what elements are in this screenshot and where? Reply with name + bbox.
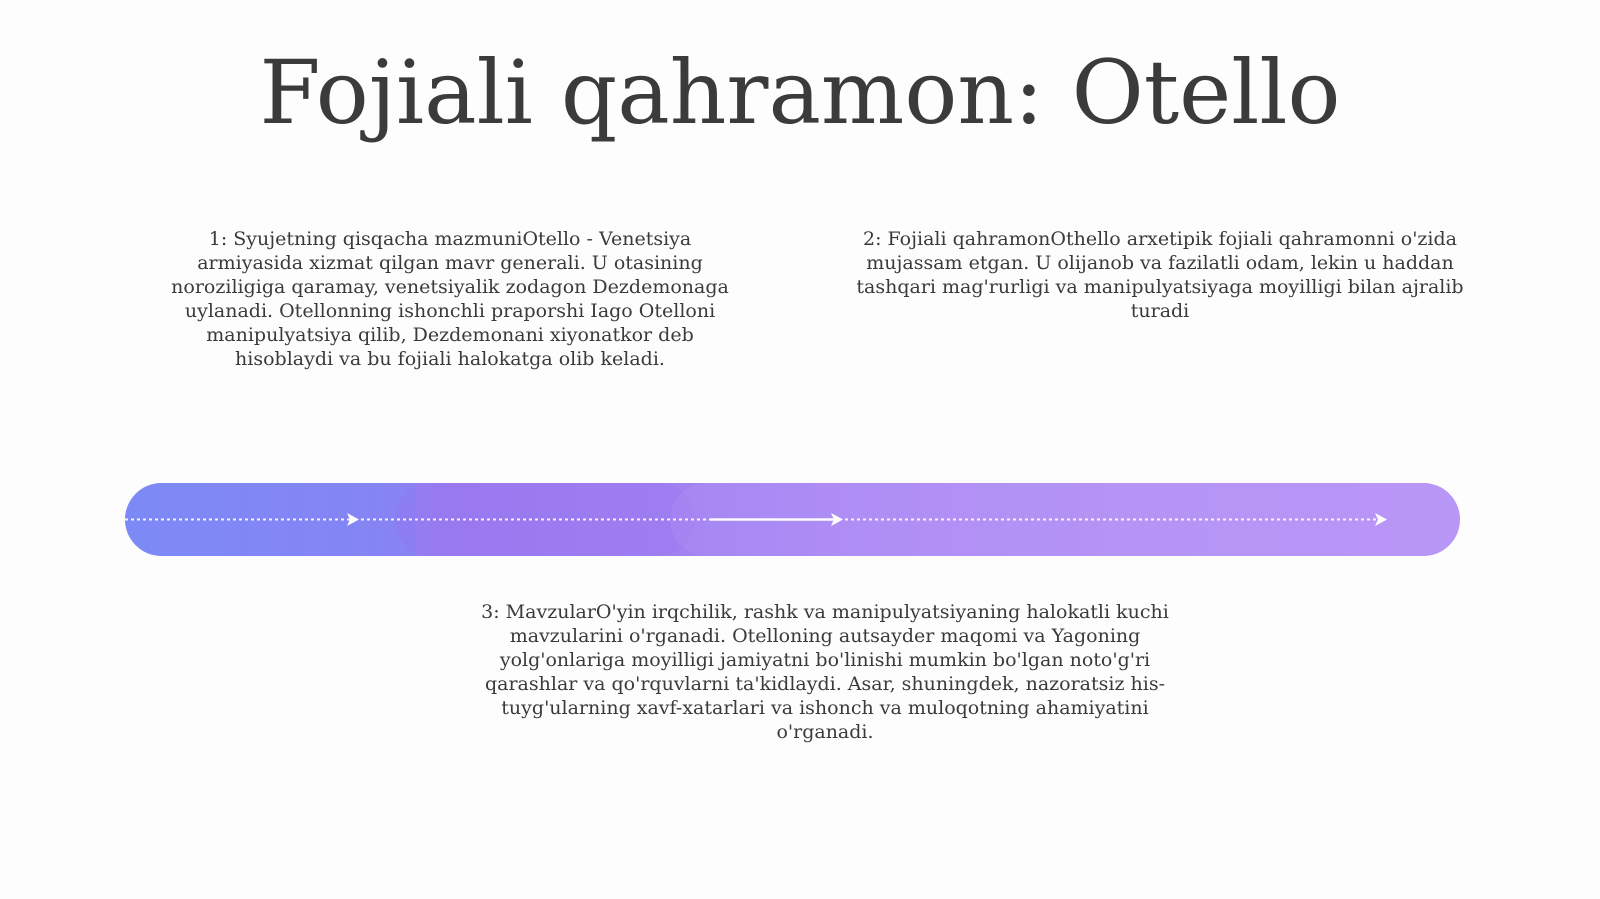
timeline-arrows [125, 483, 1460, 556]
timeline-item-1-text: 1: Syujetning qisqacha mazmuniOtello - Venetsiya armiyasida xizmat qilgan mavr generali. U otasining noroziligiga qaramay, venetsiyalik zodagon Dezdemonaga uylanadi. Otellonning ishonchli praporshi Iago Otelloni manipulyatsiya qilib, Dezdemonani xiyonatkor deb hisoblaydi va bu fojiali halokatga olib keladi. [171, 228, 729, 370]
slide-title: Fojiali qahramon: Otello [259, 41, 1341, 144]
timeline-bar [125, 483, 1460, 556]
timeline-item-3-text: 3: MavzularO'yin irqchilik, rashk va manipulyatsiyaning halokatli kuchi mavzularini o'rganadi. Otelloning autsayder maqomi va Yagoning yolg'onlariga moyilligi jamiyatni bo'linishi mumkin bo'lgan noto'g'ri qarashlar va qo'rquvlarni ta'kidlaydi. Asar, shuningdek, nazoratsiz his-tuyg'ularning xavf-xatarlari va ishonch va muloqotning ahamiyatini o'rganadi. [481, 601, 1169, 743]
timeline-item-2-text: 2: Fojiali qahramonOthello arxetipik fojiali qahramonni o'zida mujassam etgan. U olijanob va fazilatli odam, lekin u haddan tashqari mag'rurligi va manipulyatsiyaga moyilligi bilan ajralib turadi [856, 228, 1464, 322]
arrow-head-3-icon [1375, 513, 1387, 526]
